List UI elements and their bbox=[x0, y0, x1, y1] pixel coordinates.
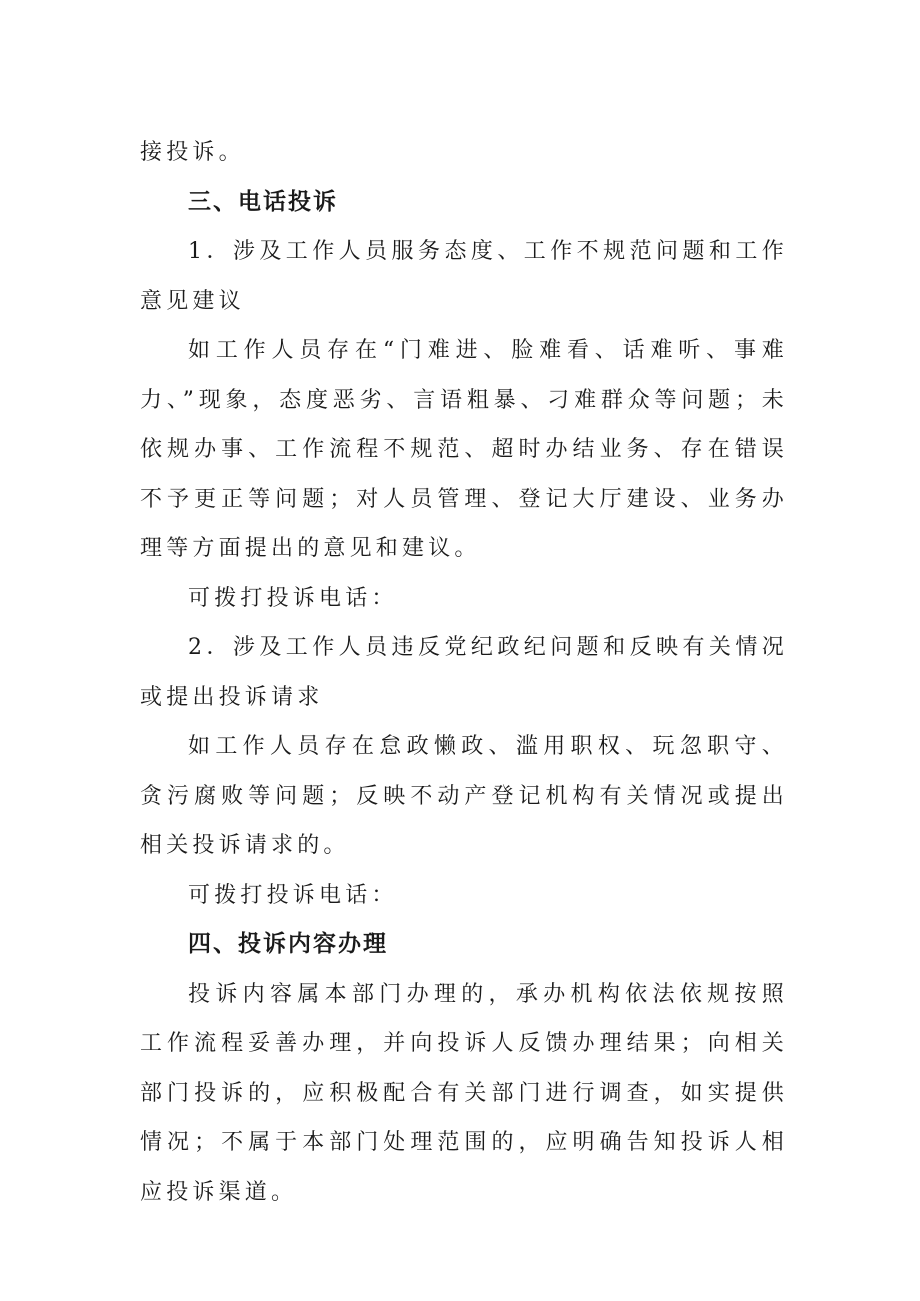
item2-body: 如工作人员存在怠政懒政、滥用职权、玩忽职守、贪污腐败等问题；反映不动产登记机构有关情况或提出相关投诉请求的。 bbox=[140, 734, 788, 858]
document-page bbox=[140, 128, 788, 1217]
item2-title: 2．涉及工作人员违反党纪政纪问题和反映有关情况或提出投诉请求 bbox=[140, 635, 788, 710]
paragraph-continuation: 接投诉。 bbox=[140, 140, 245, 165]
item1-phone-line: 可拨打投诉电话： bbox=[188, 585, 398, 611]
item1-title: 1．涉及工作人员服务态度、工作不规范问题和工作意见建议 bbox=[140, 239, 788, 314]
item2-phone-line: 可拨打投诉电话： bbox=[188, 882, 398, 908]
section4-body: 投诉内容属本部门办理的，承办机构依法依规按照工作流程妥善办理，并向投诉人反馈办理结果；向相关部门投诉的，应积极配合有关部门进行调查，如实提供情况；不属于本部门处理范围的，应明确告知投诉人相应投诉渠道。 bbox=[140, 981, 788, 1205]
item1-body: 如工作人员存在“门难进、脸难看、话难听、事难力、”现象，态度恶劣、言语粗暴、刁难群众等问题；未依规办事、工作流程不规范、超时办结业务、存在错误不予更正等问题；对人员管理、登记大厅建设、业务办理等方面提出的意见和建议。 bbox=[140, 338, 788, 561]
section-heading-complaint-handling: 四、投诉内容办理 bbox=[188, 931, 388, 957]
section-heading-phone-complaints: 三、电话投诉 bbox=[188, 188, 338, 215]
